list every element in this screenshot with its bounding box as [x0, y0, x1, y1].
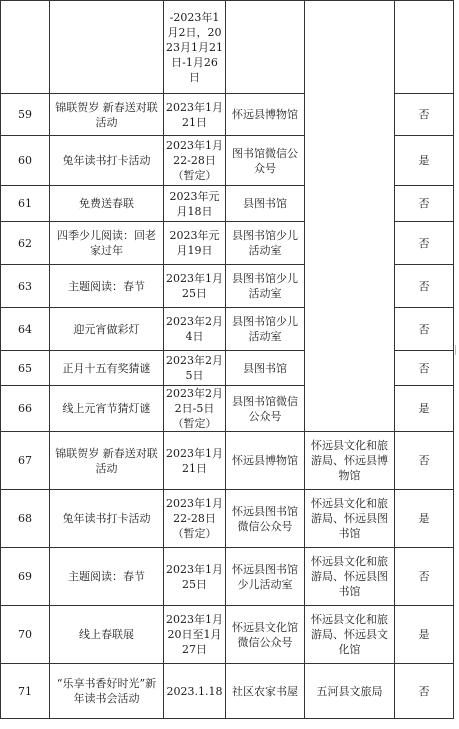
activity-place: 怀远县文化馆微信公众号: [226, 606, 305, 664]
activity-place: 县图书馆: [226, 351, 305, 386]
activity-place: 社区农家书屋: [226, 664, 305, 719]
table-row: [1, 606, 454, 664]
activity-name: 免费送春联: [50, 186, 164, 222]
activity-time: 2023年2月4日: [164, 308, 226, 351]
activity-name: 兔年读书打卡活动: [50, 490, 164, 548]
activity-place: 县图书馆少儿活动室: [226, 308, 305, 351]
organizer: 怀远县文化和旅游局、怀远县博物馆: [305, 432, 395, 490]
row-number: 61: [1, 186, 50, 222]
activity-place: [226, 1, 305, 94]
activity-place: 图书馆微信公众号: [226, 136, 305, 186]
activity-time: -2023年1月2日，2023月1月21日-1月26日: [164, 1, 226, 94]
activity-place: 县图书馆少儿活动室: [226, 222, 305, 265]
activity-name: 正月十五有奖猜谜: [50, 351, 164, 386]
activity-place: 怀远县图书馆少儿活动室: [226, 548, 305, 606]
online-flag: [395, 1, 454, 94]
activity-place: 怀远县博物馆: [226, 94, 305, 136]
activity-place: 县图书馆微信公众号: [226, 386, 305, 432]
activity-name: 主题阅读：春节: [50, 548, 164, 606]
row-number: 62: [1, 222, 50, 265]
row-number: 66: [1, 386, 50, 432]
online-flag: 是: [395, 136, 454, 186]
row-number: 63: [1, 265, 50, 308]
online-flag: 否: [395, 222, 454, 265]
online-flag: 是: [395, 386, 454, 432]
organizer: 五河县文旅局: [305, 664, 395, 719]
activity-time: 2023年1月20日至1月27日: [164, 606, 226, 664]
activity-time: 2023年1月21日: [164, 432, 226, 490]
online-flag: 否: [395, 664, 454, 719]
row-number: 71: [1, 664, 50, 719]
row-number: 69: [1, 548, 50, 606]
activity-name: 迎元宵做彩灯: [50, 308, 164, 351]
activity-time: 2023年1月22-28日（暂定）: [164, 490, 226, 548]
organizer: 怀远县文化和旅游局、怀远县图书馆: [305, 548, 395, 606]
online-flag: 是: [395, 606, 454, 664]
activity-time: 2023年1月25日: [164, 548, 226, 606]
activity-name: 兔年读书打卡活动: [50, 136, 164, 186]
row-number: 67: [1, 432, 50, 490]
row-number: 60: [1, 136, 50, 186]
organizer: [305, 1, 395, 432]
page-edge-mark: [455, 345, 456, 355]
row-number: 64: [1, 308, 50, 351]
activity-place: 县图书馆: [226, 186, 305, 222]
activity-time: 2023年2月2日-5日（暂定）: [164, 386, 226, 432]
activity-name: “乐享书香好时光”新年读书会活动: [50, 664, 164, 719]
activity-time: 2023年元月19日: [164, 222, 226, 265]
online-flag: 否: [395, 308, 454, 351]
row-number: 65: [1, 351, 50, 386]
online-flag: 否: [395, 351, 454, 386]
online-flag: 否: [395, 432, 454, 490]
activity-name: 锦联贺岁 新春送对联活动: [50, 432, 164, 490]
row-number: 70: [1, 606, 50, 664]
activity-name: 锦联贺岁 新春送对联活动: [50, 94, 164, 136]
table-row: [1, 1, 454, 94]
activity-place: 怀远县图书馆微信公众号: [226, 490, 305, 548]
activity-name: 线上元宵节猜灯谜: [50, 386, 164, 432]
organizer: 怀远县文化和旅游局、怀远县文化馆: [305, 606, 395, 664]
online-flag: 否: [395, 94, 454, 136]
online-flag: 否: [395, 265, 454, 308]
table-row: [1, 548, 454, 606]
activity-place: 县图书馆少儿活动室: [226, 265, 305, 308]
activity-time: 2023年元月18日: [164, 186, 226, 222]
row-number: 68: [1, 490, 50, 548]
table-row: [1, 664, 454, 719]
table-row: [1, 490, 454, 548]
activity-name: [50, 1, 164, 94]
activity-place: 怀远县博物馆: [226, 432, 305, 490]
activity-time: 2023年2月5日: [164, 351, 226, 386]
online-flag: 否: [395, 186, 454, 222]
activity-name: 主题阅读：春节: [50, 265, 164, 308]
organizer: 怀远县文化和旅游局、怀远县图书馆: [305, 490, 395, 548]
activity-time: 2023年1月21日: [164, 94, 226, 136]
online-flag: 是: [395, 490, 454, 548]
table-row: [1, 432, 454, 490]
activity-time: 2023年1月25日: [164, 265, 226, 308]
row-number: 59: [1, 94, 50, 136]
activity-name: 四季少儿阅读：回老家过年: [50, 222, 164, 265]
online-flag: 否: [395, 548, 454, 606]
activity-time: 2023.1.18: [164, 664, 226, 719]
activity-time: 2023年1月22-28日（暂定）: [164, 136, 226, 186]
row-number: [1, 1, 50, 94]
activity-name: 线上春联展: [50, 606, 164, 664]
